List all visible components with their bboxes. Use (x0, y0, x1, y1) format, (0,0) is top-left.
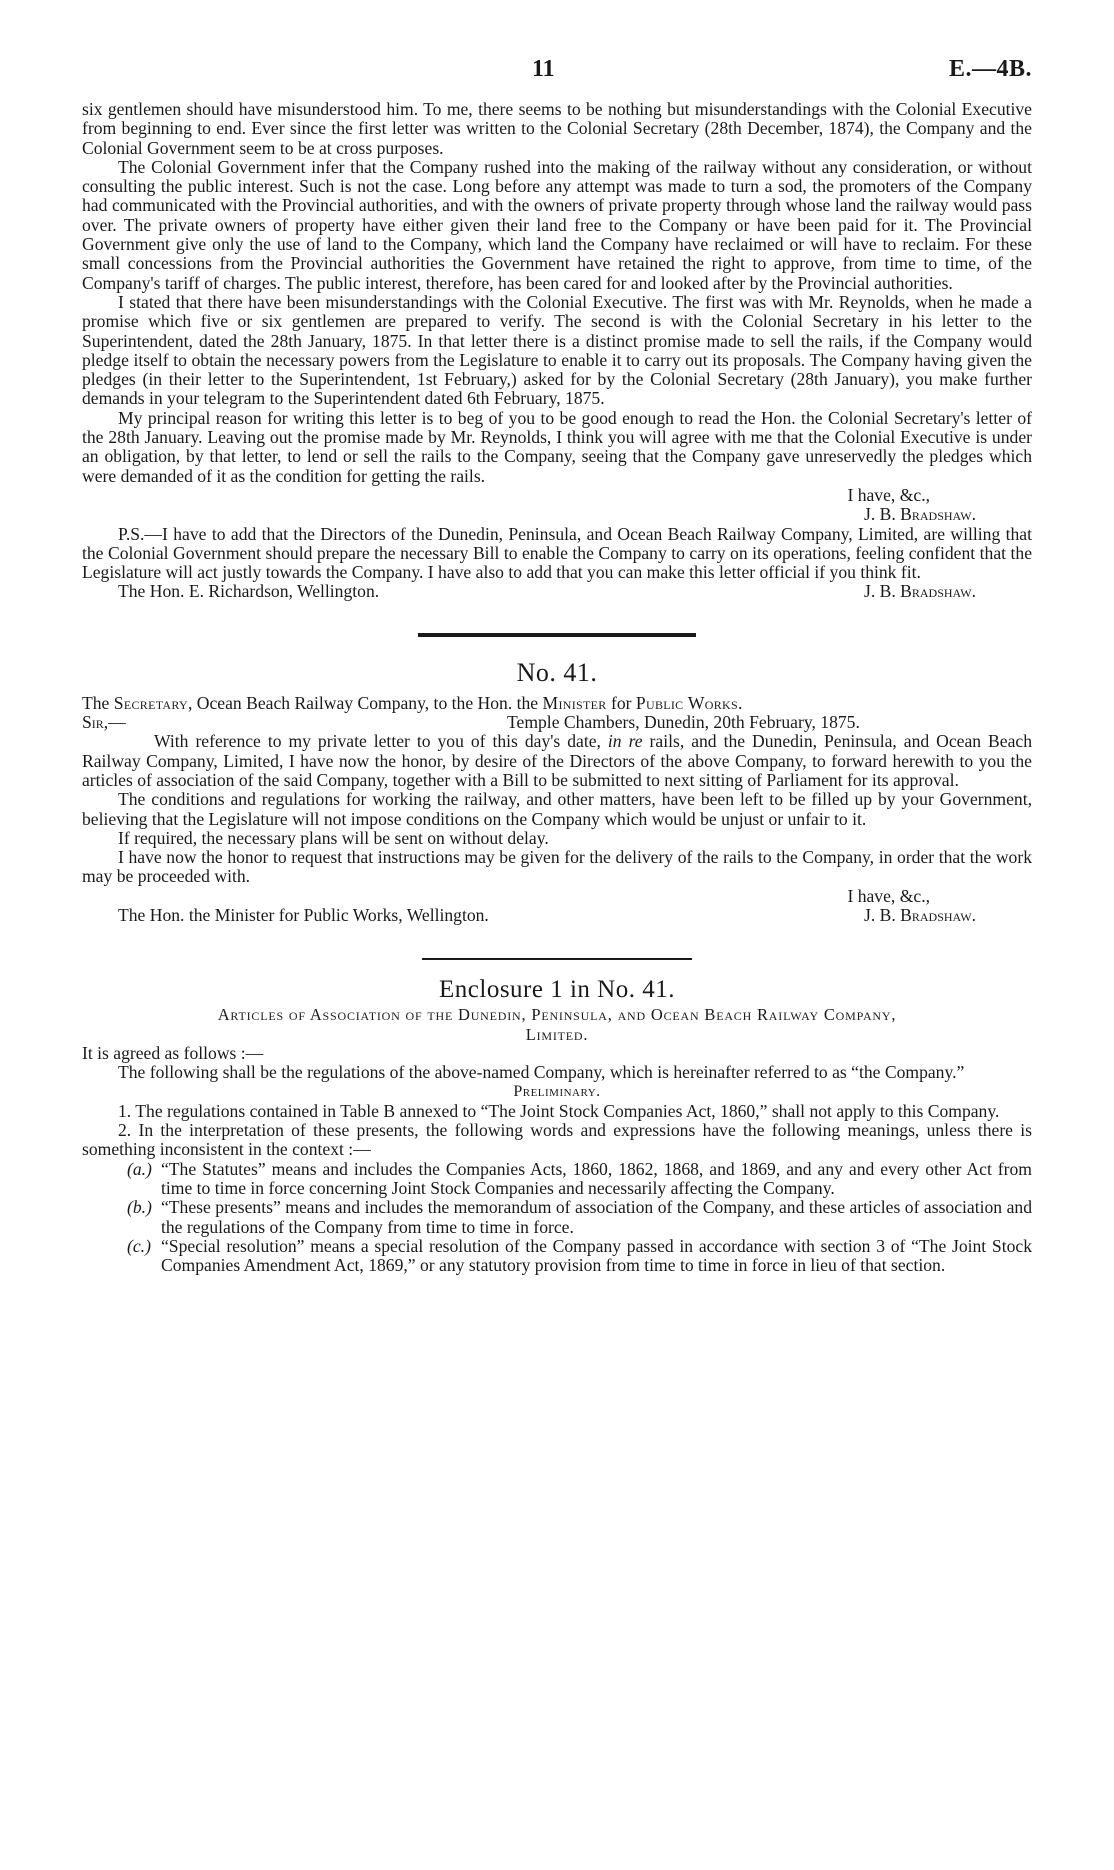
letter-41 (82, 658, 1032, 926)
addressee: The Hon. E. Richardson, Wellington. (118, 581, 380, 602)
enclosure-1 (82, 975, 1032, 1275)
page-header (82, 56, 1032, 100)
paragraph: I have now the honor to request that instructions may be given for the delivery of the rails to the Company, in order that the work may be proceeded with. (82, 847, 1032, 887)
definition-label: (c.) (127, 1235, 151, 1256)
clause: 1. The regulations contained in Table B annexed to “The Joint Stock Companies Act, 1860,” shall not apply to this Company. (118, 1100, 1000, 1121)
signature: J. B. Bradshaw. (863, 581, 976, 602)
paragraph: I stated that there have been misunderstandings with the Colonial Executive. The first was with Mr. Reynolds, when he made a promise which five or six gentlemen are prepared to verify. The second is with the Colonial Secretary in his letter to the Superintendent, dated the 28th January, 1875. In that letter there is a distinct promise made to sell the rails, if the Company would pledge itself to obtain the necessary powers from the Legislature to enable it to carry out its proposals. The Company having given the pledges (in their letter to the Superintendent, 1st February,) asked for by the Colonial Secretary (28th January), you make further demands in your telegram to the Superintendent dated 6th February, 1875. (82, 291, 1032, 409)
definition-text: “These presents” means and includes the memorandum of association of the Company, and these articles of association and the regulations of the Company from time to time in force. (161, 1197, 1032, 1237)
articles-title: Articles of Association of the Dunedin, Peninsula, and Ocean Beach Railway Company, (217, 1005, 897, 1025)
paragraph: The conditions and regulations for working the railway, and other matters, have been left to be filled up by your Government, believing that the Legislature will not impose conditions on the Company which would be unjust or unfair to it. (82, 789, 1032, 829)
page-reference: E.—4B. (948, 56, 1032, 82)
articles-title-line2: Limited. (525, 1024, 589, 1044)
closing-line: I have, &c., (847, 484, 930, 505)
definition-text: “Special resolution” means a special resolution of the Company passed in accordance with section 3 of “The Joint Stock Companies Amendment Act, 1869,” or any statutory provision from time to time in force in lieu of that section. (161, 1235, 1032, 1276)
addressee: The Hon. the Minister for Public Works, Wellington. (118, 904, 489, 925)
address-row (82, 906, 1032, 925)
definition-label: (b.) (127, 1197, 152, 1218)
definition-text: “The Statutes” means and includes the Companies Acts, 1860, 1862, 1868, and 1869, and any and every other Act from time to time in force concerning Joint Stock Companies and necessarily affecting the Company. (161, 1158, 1032, 1198)
paragraph: My principal reason for writing this letter is to beg of you to be good enough to read the Hon. the Colonial Secretary's letter of the 28th January. Leaving out the promise made by Mr. Reynolds, I think you will agree with me that the Colonial Executive is under an obligation, by that letter, to lend or sell the rails to the Company, seeing that the Company gave unreservedly the pledges which were demanded of it as the condition for getting the rails. (82, 407, 1032, 486)
enclosure-title: Enclosure 1 in No. 41. (439, 976, 675, 1004)
paragraph: If required, the necessary plans will be sent on without delay. (118, 827, 549, 848)
salutation: Sir,— (82, 712, 126, 733)
signature: J. B. Bradshaw. (863, 504, 976, 525)
address-row (82, 582, 1032, 601)
paragraph: The Colonial Government infer that the Company rushed into the making of the railway without any consideration, or without consulting the public interest. Such is not the case. Long before any attempt was made to turn a sod, the promoters of the Company had communicated with the Provincial authorities, and with the owners of private property through whose land the railway would pass over. The private owners of property have either given their land free to the Company or have been paid for it. The Provincial Government give only the use of land to the Company, which land the Company have reclaimed or will have to reclaim. For these small concessions from the Provincial authorities the Government have retained the right to approve, from time to time, of the Company's tariff of charges. The public interest, therefore, has been cared for and looked after by the Provincial authorities. (82, 156, 1032, 293)
paragraph: With reference to my private letter to you of this day's date, in re rails, and the Dunedin, Peninsula, and Ocean Beach Railway Company, Limited, I have now the honor, by desire of the Directors of the above Company, to forward herewith to you the articles of association of the said Company, together with a Bill to be submitted to next sitting of Parliament for its approval. (82, 731, 1032, 790)
clause: 2. In the interpretation of these presents, the following words and expressions have the following meanings, unless there is something inconsistent in the context :— (82, 1120, 1032, 1160)
letter-subject: The Secretary, Ocean Beach Railway Company, to the Hon. the Minister for Public Works. (82, 692, 743, 713)
closing-line: I have, &c., (847, 885, 930, 906)
letter-40-continuation (82, 100, 1032, 602)
salutation-row (82, 713, 1032, 732)
paragraph: six gentlemen should have misunderstood him. To me, there seems to be nothing but misunderstandings with the Colonial Executive from beginning to end. Ever since the first letter was written to the Colonial Secretary (28th December, 1874), the Company and the Colonial Government seem to be at cross purposes. (82, 99, 1032, 158)
definition-label: (a.) (127, 1158, 152, 1179)
postscript: P.S.—I have to add that the Directors of the Dunedin, Peninsula, and Ocean Beach Railway Company, Limited, are willing that the Colonial Government should prepare the necessary Bill to enable the Company to carry on its operations, feeling confident that the Legislature will act justly towards the Company. I have also to add that you can make this letter official if you think fit. (82, 523, 1032, 583)
definition-item (127, 1160, 1032, 1199)
agreement-line: It is agreed as follows :— (82, 1042, 264, 1063)
document-page (82, 56, 1032, 1276)
signature: J. B. Bradshaw. (863, 904, 976, 925)
section-heading: Preliminary. (513, 1083, 601, 1101)
definition-item (127, 1198, 1032, 1237)
section-divider (422, 958, 692, 960)
paragraph: The following shall be the regulations of the above-named Company, which is hereinafter referred to as “the Company.” (118, 1062, 965, 1083)
letter-heading: No. 41. (516, 657, 598, 687)
page-number: 11 (532, 56, 555, 82)
definition-item (127, 1237, 1032, 1276)
section-divider (418, 633, 696, 637)
dateline: Temple Chambers, Dunedin, 20th February, 1875. (507, 712, 860, 733)
